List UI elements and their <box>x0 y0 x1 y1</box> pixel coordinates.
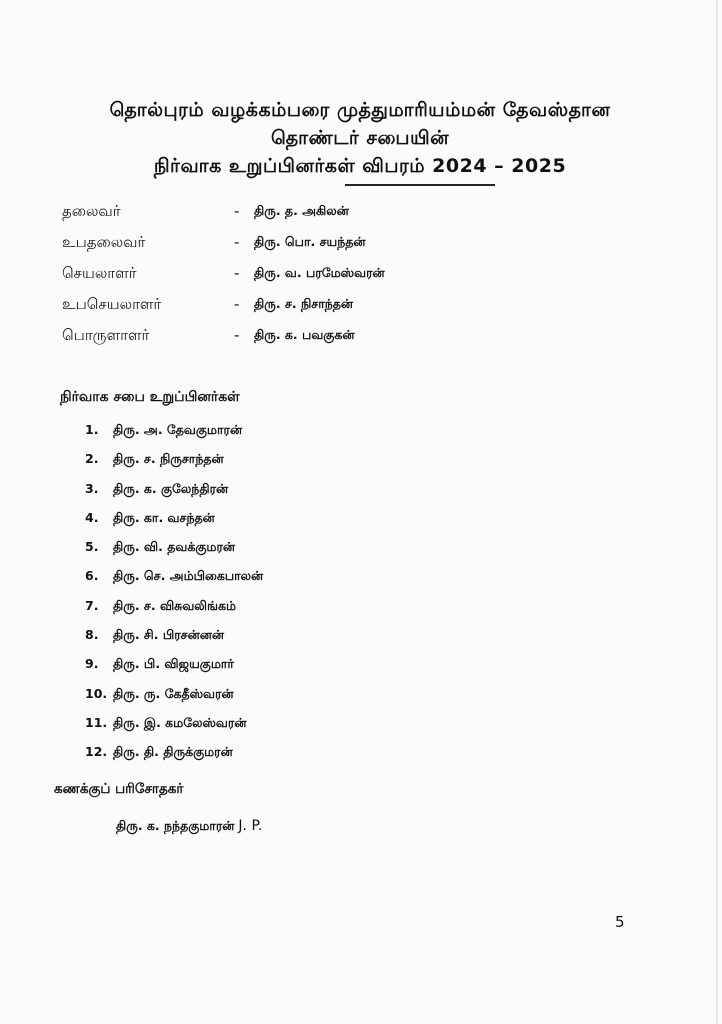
officer-row <box>62 264 622 295</box>
members-section-title: நிர்வாக சபை உறுப்பினர்கள் <box>60 389 240 405</box>
officers-list <box>62 202 622 357</box>
list-item <box>85 422 505 451</box>
item-number: 3. <box>85 480 99 496</box>
member-name: திரு. அ. தேவகுமாரன் <box>113 422 243 437</box>
auditor-name: திரு. க. நந்தகுமாரன் <box>116 818 235 833</box>
list-item <box>85 686 505 715</box>
item-number: 7. <box>85 597 99 613</box>
officer-row <box>62 202 622 233</box>
header-line-2: தொண்டர் சபையின் <box>271 127 449 149</box>
officer-role: உபசெயலாளர் <box>62 295 162 313</box>
item-number: 11. <box>85 714 108 730</box>
list-item <box>85 568 505 597</box>
member-name: திரு. வி. தவக்குமரன் <box>113 539 236 555</box>
officer-dash: - <box>234 233 240 251</box>
item-number: 9. <box>85 656 99 672</box>
item-number: 5. <box>85 539 99 555</box>
officer-name: திரு. வ. பரமேஸ்வரன் <box>254 265 385 280</box>
officer-row <box>62 326 622 357</box>
item-number: 6. <box>85 568 99 584</box>
item-number: 1. <box>85 422 99 437</box>
list-item <box>85 539 505 568</box>
member-name: திரு. ச. நிருசாந்தன் <box>113 451 224 467</box>
member-name: திரு. ரு. கேதீஸ்வரன் <box>113 685 234 701</box>
officer-name: திரு. த. அகிலன் <box>254 203 349 218</box>
auditor-entry <box>116 818 262 835</box>
document-header <box>60 96 660 180</box>
page-number: 5 <box>615 913 625 931</box>
list-item <box>85 744 505 773</box>
officer-row <box>62 233 622 264</box>
officer-role: பொருளாளர் <box>62 326 150 344</box>
officer-dash: - <box>234 326 240 344</box>
list-item <box>85 715 505 744</box>
list-item <box>85 656 505 685</box>
list-item <box>85 451 505 480</box>
officer-dash: - <box>234 295 240 313</box>
header-line-3: நிர்வாக உறுப்பினர்கள் விபரம் 2024 – 2025 <box>153 155 567 177</box>
member-name: திரு. தி. திருக்குமரன் <box>113 744 233 760</box>
officer-name: திரு. பொ. சயந்தன் <box>254 234 366 249</box>
member-name: திரு. பி. விஜயகுமார் <box>113 656 234 672</box>
officer-name: திரு. க. பவகுகன் <box>254 327 355 342</box>
list-item <box>85 598 505 627</box>
officer-role: தலைவர் <box>62 202 121 220</box>
item-number: 10. <box>85 685 108 701</box>
item-number: 2. <box>85 451 99 467</box>
auditor-section-title: கணக்குப் பரிசோதகர் <box>54 781 184 797</box>
list-item <box>85 481 505 510</box>
officer-role: செயலாளர் <box>62 264 137 282</box>
scan-border-right <box>716 0 718 1024</box>
member-name: திரு. செ. அம்பிகைபாலன் <box>113 568 264 584</box>
list-item <box>85 627 505 656</box>
member-name: திரு. க. குலேந்திரன் <box>113 480 229 496</box>
officer-dash: - <box>234 202 240 220</box>
member-name: திரு. இ. கமலேஸ்வரன் <box>113 714 247 730</box>
header-underline <box>345 184 495 186</box>
header-line-1: தொல்புரம் வழக்கம்பரை முத்துமாரியம்மன் தேவஸ்தான <box>109 99 611 121</box>
list-item <box>85 510 505 539</box>
members-list <box>85 422 505 774</box>
officer-role: உபதலைவர் <box>62 233 146 251</box>
member-name: திரு. கா. வசந்தன் <box>113 509 215 525</box>
officer-dash: - <box>234 264 240 282</box>
member-name: திரு. சி. பிரசன்னன் <box>113 627 224 643</box>
officer-row <box>62 295 622 326</box>
item-number: 8. <box>85 627 99 643</box>
member-name: திரு. ச. விசுவலிங்கம் <box>113 597 237 613</box>
item-number: 4. <box>85 509 99 525</box>
officer-name: திரு. ச. நிசாந்தன் <box>254 296 354 311</box>
auditor-suffix: J. P. <box>238 818 263 834</box>
item-number: 12. <box>85 744 108 760</box>
